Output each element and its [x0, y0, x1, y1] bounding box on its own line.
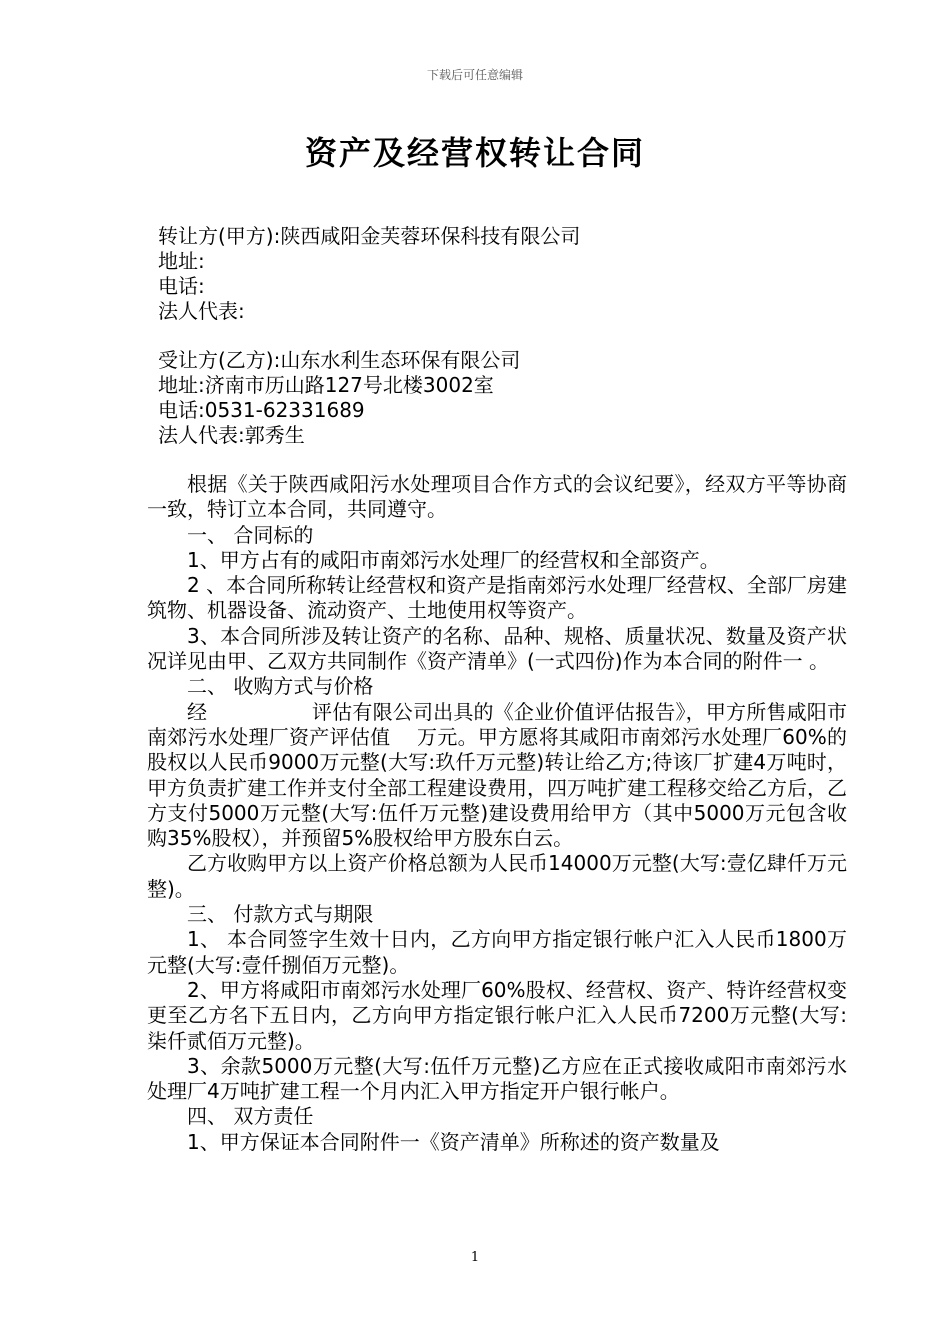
section-3-clause-3: 3、余款5000万元整(大写:伍仟万元整)乙方应在正式接收咸阳市南郊污水处理厂4万吨扩建工程一个月内汇入甲方指定开户银行帐户。: [147, 1053, 847, 1104]
section-3-heading: 三、 付款方式与期限: [187, 902, 374, 927]
header-note: 下载后可任意编辑: [426, 68, 523, 82]
party-b-rep: 法人代表:郭秀生: [158, 423, 305, 447]
section-4-heading: 四、 双方责任: [187, 1104, 314, 1129]
party-b-name: 受让方(乙方):山东水利生态环保有限公司: [158, 348, 521, 372]
section-2-clause-1: 经 评估有限公司出具的《企业价值评估报告》，甲方所售咸阳市南郊污水处理厂资产评估值 万元。甲方愿将其咸阳市南郊污水处理厂60%的股权以人民币9000万元整(大写:玖仟万元整)转让给乙方;待该厂扩建4万吨时，甲方负责扩建工作并支付全部工程建设费用，四万吨扩建工程移交给乙方后，乙方支付5000万元整(大写:伍仟万元整)建设费用给甲方（其中5000万元包含收购35%股权），并预留5%股权给甲方股东白云。: [147, 699, 847, 851]
section-1-clause-3: 3、本合同所涉及转让资产的名称、品种、规格、质量状况、数量及资产状况详见由甲、乙双方共同制作《资产清单》(一式四份)作为本合同的附件一 。: [147, 623, 847, 674]
party-a-block: [158, 224, 580, 324]
party-a-rep: 法人代表:: [158, 299, 245, 323]
section-2-heading: 二、 收购方式与价格: [187, 674, 374, 699]
party-b-phone: 电话:0531-62331689: [158, 398, 365, 422]
section-4-clause-1: 1、甲方保证本合同附件一《资产清单》所称述的资产数量及: [187, 1129, 720, 1154]
section-3-clause-1: 1、 本合同签字生效十日内，乙方向甲方指定银行帐户汇入人民币1800万元整(大写:壹仟捌佰万元整)。: [147, 927, 847, 977]
party-a-address: 地址:: [158, 249, 205, 273]
section-1-heading: 一、 合同标的: [187, 522, 314, 547]
contract-body: [147, 472, 847, 1155]
party-b-address: 地址:济南市历山路127号北楼3002室: [158, 373, 494, 397]
section-1-clause-1: 1、甲方占有的咸阳市南郊污水处理厂的经营权和全部资产。: [187, 547, 720, 572]
party-a-phone: 电话:: [158, 274, 205, 298]
section-1-clause-2: 2 、本合同所称转让经营权和资产是指南郊污水处理厂经营权、全部厂房建筑物、机器设备、流动资产、土地使用权等资产。: [147, 573, 847, 623]
intro-paragraph: 根据《关于陕西咸阳污水处理项目合作方式的会议纪要》，经双方平等协商一致，特订立本合同，共同遵守。: [147, 472, 847, 522]
section-2-clause-2: 乙方收购甲方以上资产价格总额为人民币14000万元整(大写:壹亿肆仟万元整)。: [147, 851, 847, 901]
party-b-block: [158, 348, 520, 448]
page-number: 1: [470, 1250, 480, 1265]
section-3-clause-2: 2、甲方将咸阳市南郊污水处理厂60%股权、经营权、资产、特许经营权变更至乙方名下五日内，乙方向甲方指定银行帐户汇入人民币7200万元整(大写:柒仟贰佰万元整)。: [147, 977, 847, 1053]
document-title: 资产及经营权转让合同: [304, 134, 645, 172]
party-a-name: 转让方(甲方):陕西咸阳金芙蓉环保科技有限公司: [158, 224, 581, 248]
